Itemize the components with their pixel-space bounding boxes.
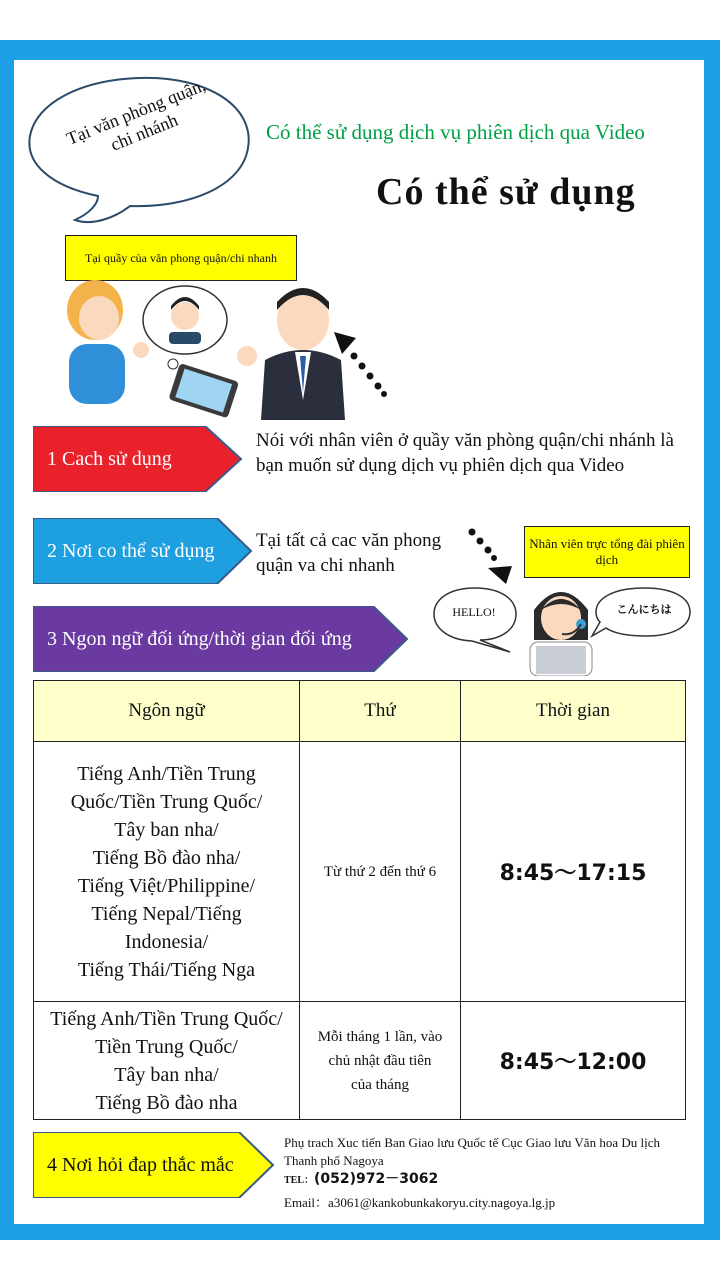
day-line: của tháng [351,1076,409,1093]
main-title: Có thể sử dụng [376,171,636,213]
tel-label: TEL： [284,1175,315,1186]
lang-line: Tiếng Anh/Tiền Trung Quốc/ [50,1007,283,1030]
row-1-day: Từ thứ 2 đến thứ 6 [300,742,461,1002]
schedule-table [33,680,686,1120]
bubble-text: Tại văn phòng quận, chi nhánh [63,74,209,155]
step-4-label: 4 Nơi hỏi đap thắc mắc [47,1153,234,1176]
operator-label: Nhân viên trực tổng đài phiên dịch [524,526,690,578]
step-3-label: 3 Ngon ngữ đối ứng/thời gian đối ứng [47,627,352,650]
counter-label: Tại quầy của văn phong quận/chi nhanh [65,235,297,281]
day-line: chủ nhật đầu tiên [328,1052,432,1069]
contact-tel-line [284,1170,684,1190]
step-2-label: 2 Nơi co thể sử dụng [47,539,215,562]
lang-line: Tiếng Anh/Tiền Trung [77,762,256,785]
row-2-day [300,1002,461,1120]
email-address[interactable]: a3061@kankobunkakoryu.city.nagoya.lg.jp [328,1195,556,1210]
speech-bubble-icon [20,68,260,228]
tel-number[interactable]: (052)972－3062 [314,1171,439,1187]
lang-line: Tiếng Thái/Tiếng Nga [77,958,256,981]
day-line: Mỗi tháng 1 lần, vào [317,1028,443,1045]
lang-line: Tiếng Bồ đào nha/ [92,846,241,869]
lang-line: Tiếng Nepal/Tiếng [91,902,242,925]
operator-icon [524,580,598,676]
email-label: Email： [284,1195,329,1210]
lang-line: Tây ban nha/ [114,818,219,841]
row-1-languages [34,742,300,1002]
table-header-row [34,681,686,742]
lang-line: Quốc/Tiền Trung Quốc/ [70,790,263,813]
header-language: Ngôn ngữ [34,681,300,742]
row-2-languages [34,1002,300,1120]
lang-line: Tiếng Bồ đào nha [95,1091,238,1114]
contact-email-line [284,1194,684,1212]
lang-line: Indonesia/ [124,930,209,953]
step-1-label: 1 Cach sử dụng [47,447,172,470]
hello-text: HELLO! [452,604,496,619]
dotted-arrow-icon [330,328,390,398]
contact-info [284,1134,684,1212]
header-time: Thời gian [461,681,686,742]
video-service-text: Có thể sử dụng dịch vụ phiên dịch qua Video [266,120,645,144]
step-1-desc: Nói với nhân viên ở quầy văn phòng quận/chi nhánh là bạn muốn sử dụng dịch vụ phiên dịch qua Video [256,430,674,476]
header-day: Thứ [300,681,461,742]
lang-line: Tiền Trung Quốc/ [95,1035,238,1058]
row-1-time: 8:45〜17:15 [461,742,686,1002]
contact-org: Phụ trach Xuc tiến Ban Giao lưu Quốc tế Cục Giao lưu Văn hoa Du lịch Thanh phố Nagoya [284,1135,660,1168]
table-row [34,1002,686,1120]
lang-line: Tiếng Việt/Philippine/ [77,874,256,897]
dotted-arrow-down-icon [466,526,516,586]
table-row [34,742,686,1002]
step-2-desc: Tại tất cả cac văn phong quận va chi nhanh [256,530,442,576]
row-2-time: 8:45〜12:00 [461,1002,686,1120]
lang-line: Tây ban nha/ [114,1063,219,1086]
konnichiwa-text: こんにちは [616,603,672,616]
